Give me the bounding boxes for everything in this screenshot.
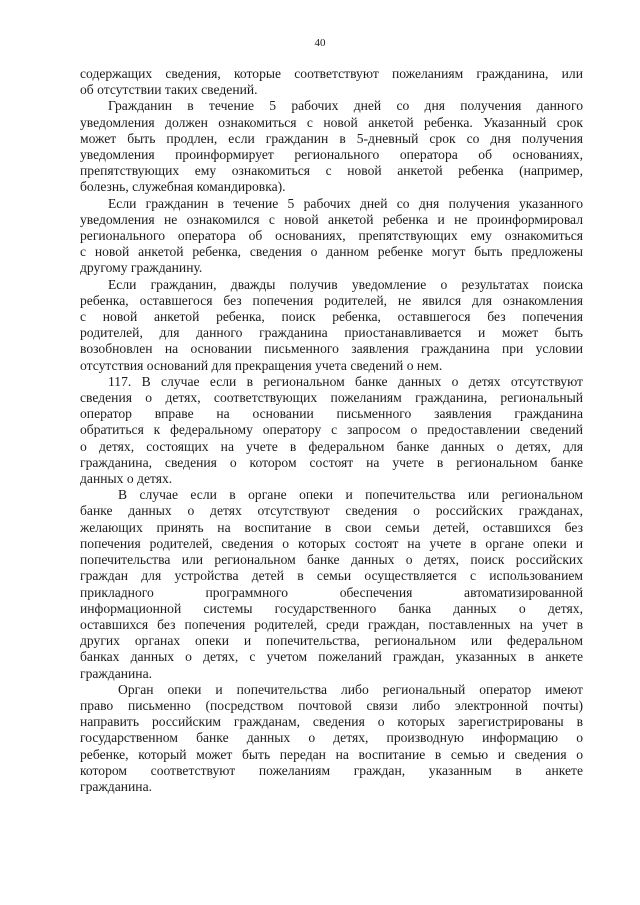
text-line: может быть продлен, если гражданин в 5-дневный срок со дня получения (80, 130, 583, 146)
text-line: информационной системы государственного банка данных о детях, (80, 600, 583, 616)
text-line: Если гражданин, дважды получив уведомление о результатах поиска (108, 276, 583, 292)
paragraph (80, 277, 583, 374)
text-line: ребенка, оставшегося без попечения родителей, не явился для ознакомления (80, 292, 583, 308)
text-line: попечения родителей, сведения о которых состоят на учете в органе опеки и (80, 535, 583, 551)
text-line: гражданина, сведения о котором состоят на учете в региональном банке (80, 454, 583, 470)
document-body (80, 66, 583, 795)
text-line: 117. В случае если в региональном банке данных о детях отсутствуют (108, 373, 583, 389)
text-line: гражданина. (80, 778, 153, 794)
text-line: родителей, для данного гражданина приостанавливается и может быть (80, 325, 583, 341)
text-line: Если гражданин в течение 5 рабочих дней со дня получения указанного (108, 195, 583, 211)
page-number: 40 (314, 37, 326, 49)
text-line: государственном банке данных о детях, производную информацию о (80, 730, 583, 746)
text-line: отсутствия оснований для прекращения учета сведений о нем. (80, 357, 443, 373)
text-line: граждан для устройства детей в семьи осуществляется с использованием (80, 568, 583, 584)
paragraph (80, 487, 583, 681)
text-line: Гражданин в течение 5 рабочих дней со дня получения данного (108, 98, 583, 114)
text-line: право письменно (посредством почтовой связи либо электронной почты) (80, 697, 583, 713)
text-line: В случае если в органе опеки и попечительства или региональном (118, 487, 583, 503)
text-line: регионального оператора об основаниях, препятствующих ему ознакомиться (80, 228, 583, 244)
text-line: с новой анкетой ребенка, поиск ребенка, оставшегося без попечения (80, 309, 583, 325)
text-line: об отсутствии таких сведений. (80, 82, 258, 98)
text-line: с новой анкетой ребенка, сведения о данном ребенке могут быть предложены (80, 244, 583, 260)
text-line: уведомления проинформирует регионального оператора об основаниях, (80, 147, 583, 163)
text-line: желающих принять на воспитание в свои семьи детей, оставшихся без (80, 519, 583, 535)
text-line: оператор вправе на основании письменного заявления гражданина (80, 406, 583, 422)
text-line: обратиться к федеральному оператору с запросом о предоставлении сведений (80, 422, 583, 438)
text-line: направить российским гражданам, сведения о которых зарегистрированы в (80, 714, 583, 730)
text-line: уведомления не ознакомился с новой анкетой ребенка и не проинформировал (80, 211, 583, 227)
text-line: данных о детях. (80, 471, 173, 487)
text-line: уведомления должен ознакомиться с новой анкетой ребенка. Указанный срок (80, 114, 583, 130)
text-line: о детях, состоящих на учете в федеральном банке данных о детях, для (80, 438, 583, 454)
paragraph (80, 66, 583, 98)
paragraph (80, 682, 583, 795)
text-line: других органах опеки и попечительства, региональном или федеральном (80, 633, 583, 649)
text-line: банках данных о детях, с учетом пожеланий граждан, указанных в анкете (80, 649, 583, 665)
paragraph (80, 374, 583, 487)
text-line: котором соответствуют пожеланиям граждан, указанным в анкете (80, 762, 583, 778)
text-line: Орган опеки и попечительства либо региональный оператор имеют (118, 681, 583, 697)
text-line: оставшихся без попечения родителей, среди граждан, поставленных на учет в (80, 616, 583, 632)
text-line: препятствующих ему ознакомиться с новой анкетой ребенка (например, (80, 163, 583, 179)
text-line: содержащих сведения, которые соответствуют пожеланиям гражданина, или (80, 66, 583, 81)
text-line: ребенке, который может быть передан на воспитание в семью и сведения о (80, 746, 583, 762)
text-line: другому гражданину. (80, 260, 203, 276)
text-line: болезнь, служебная командировка). (80, 179, 286, 195)
text-line: сведения о детях, соответствующих пожеланиям гражданина, региональный (80, 390, 583, 406)
paragraph (80, 98, 583, 195)
paragraph (80, 196, 583, 277)
text-line: прикладного программного обеспечения автоматизированной (80, 584, 583, 600)
text-line: банке данных о детях отсутствуют сведения о российских гражданах, (80, 503, 583, 519)
text-line: гражданина. (80, 665, 153, 681)
text-line: возобновлен на основании письменного заявления гражданина при условии (80, 341, 583, 357)
text-line: попечительства или региональном банке данных о детях, поиск российских (80, 552, 583, 568)
